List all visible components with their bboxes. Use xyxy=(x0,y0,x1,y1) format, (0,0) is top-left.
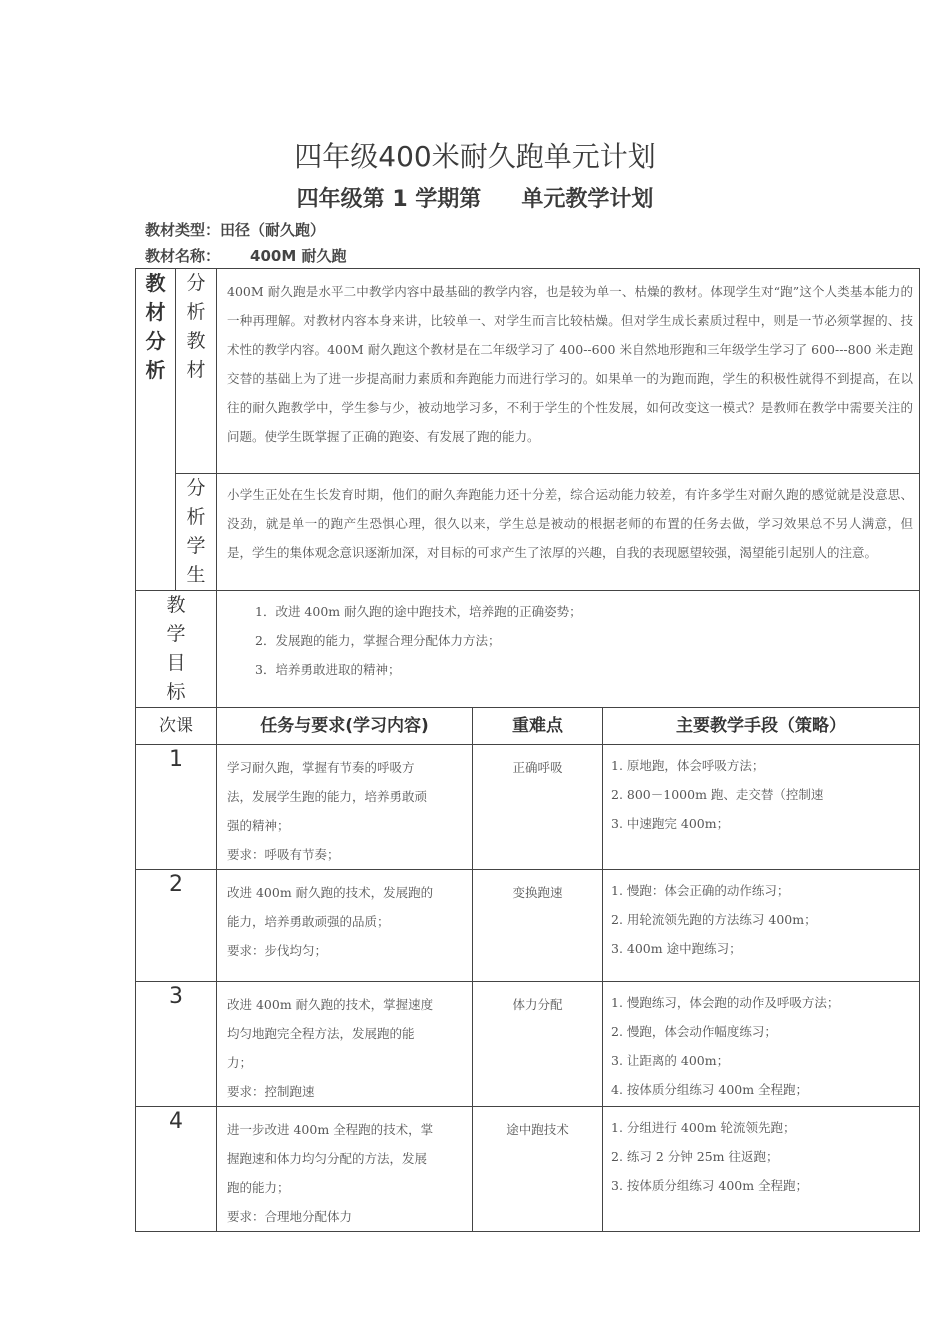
lesson-header-row xyxy=(136,708,920,745)
subtitle-right: 单元教学计划 xyxy=(521,187,654,212)
goal-item: 2．发展跑的能力，掌握合理分配体力方法； xyxy=(255,633,501,648)
lesson-number: 4 xyxy=(136,1107,217,1232)
analyze-student-label: 分 析 学 生 xyxy=(176,474,217,591)
student-analysis-row xyxy=(136,474,920,591)
header-task: 任务与要求(学习内容) xyxy=(217,708,473,745)
material-analysis-cell xyxy=(217,269,920,474)
student-analysis-text: 小学生正处在生长发育时期，他们的耐久奔跑能力还十分差，综合运动能力较差，有许多学生对耐久跑的感觉就是没意思、没劲，就是单一的跑产生恐惧心理，很久以来，学生总是被动的根据老师的布置的任务去做，学习效果总不另人满意，但是，学生的集体观念意识逐渐加深，对目标的可求产生了浓厚的兴趣，自我的表现愿望较强，渴望能引起别人的注意。 xyxy=(227,487,914,560)
teaching-goals-cell xyxy=(217,591,920,708)
lesson-means: 1. 慢跑：体会正确的动作练习； 2. 用轮流领先跑的方法练习 400m； 3. 400m 途中跑练习； xyxy=(603,870,920,982)
goal-item: 3．培养勇敢进取的精神； xyxy=(255,662,401,677)
lesson-key-point: 体力分配 xyxy=(473,982,603,1107)
header-teaching-means: 主要教学手段（策略） xyxy=(603,708,920,745)
teaching-goals-label: 教 学 目 标 xyxy=(136,591,217,708)
document-title: 四年级400米耐久跑单元计划 xyxy=(294,140,656,173)
unit-plan-table xyxy=(135,268,920,1232)
lesson-task: 进一步改进 400m 全程跑的技术，掌 握跑速和体力均匀分配的方法，发展 跑的能力； 要求：合理地分配体力 xyxy=(217,1107,473,1232)
lesson-number: 1 xyxy=(136,745,217,870)
material-name-label: 教材名称： xyxy=(145,247,221,265)
teaching-goals-row xyxy=(136,591,920,708)
lesson-key-point: 正确呼吸 xyxy=(473,745,603,870)
document-subtitle xyxy=(0,182,950,213)
teaching-goals-list xyxy=(217,591,919,684)
lesson-task: 改进 400m 耐久跑的技术，掌握速度 均匀地跑完全程方法，发展跑的能 力； 要求：控制跑速 xyxy=(217,982,473,1107)
lesson-number: 3 xyxy=(136,982,217,1107)
lesson-means: 1. 慢跑练习，体会跑的动作及呼吸方法； 2. 慢跑，体会动作幅度练习； 3. 让距离的 400m； 4. 按体质分组练习 400m 全程跑； xyxy=(603,982,920,1107)
lesson-number: 2 xyxy=(136,870,217,982)
lesson-task: 改进 400m 耐久跑的技术，发展跑的 能力，培养勇敢顽强的品质； 要求：步伐均匀； xyxy=(217,870,473,982)
student-analysis-cell xyxy=(217,474,920,591)
material-name-value: 400M 耐久跑 xyxy=(250,247,347,265)
goal-item: 1．改进 400m 耐久跑的途中跑技术，培养跑的正确姿势； xyxy=(255,604,582,619)
analyze-material-label: 分 析 教 材 xyxy=(176,269,217,474)
lesson-means: 1. 分组进行 400m 轮流领先跑； 2. 练习 2 分钟 25m 往返跑； 3. 按体质分组练习 400m 全程跑； xyxy=(603,1107,920,1232)
lesson-task: 学习耐久跑，掌握有节奏的呼吸方 法，发展学生跑的能力，培养勇敢顽 强的精神； 要求：呼吸有节奏； xyxy=(217,745,473,870)
lesson-row xyxy=(136,870,920,982)
lesson-row xyxy=(136,745,920,870)
material-analysis-row xyxy=(136,269,920,474)
lesson-row xyxy=(136,982,920,1107)
material-analysis-label: 教 材 分 析 xyxy=(136,269,176,591)
material-analysis-text: 400M 耐久跑是水平二中教学内容中最基础的教学内容，也是较为单一、枯燥的教材。体现学生对“跑”这个人类基本能力的一种再理解。对教材内容本身来讲，比较单一、对学生而言比较枯燥。但对学生成长素质过程中，则是一节必须掌握的、技术性的教学内容。400M 耐久跑这个教材是在二年级学习了 400--600 米自然地形跑和三年级学生学习了 600---800 米走跑交替的基础上为了进一步提高耐力素质和奔跑能力而进行学习的。如果单一的为跑而跑，学生的积极性就得不到提高，在以往的耐久跑教学中，学生参与少，被动地学习多，不利于学生的个性发展，如何改变这一模式？是教师在教学中需要关注的问题。使学生既掌握了正确的跑姿、有发展了跑的能力。 xyxy=(227,284,914,444)
material-type: 教材类型：田径（耐久跑） xyxy=(145,221,326,239)
header-lesson-number: 次课 xyxy=(136,708,217,745)
material-name xyxy=(145,245,346,266)
lesson-means: 1. 原地跑，体会呼吸方法； 2. 800－1000m 跑、走交替（控制速 3. 中速跑完 400m； xyxy=(603,745,920,870)
lesson-key-point: 变换跑速 xyxy=(473,870,603,982)
lesson-row xyxy=(136,1107,920,1232)
subtitle-left: 四年级第 1 学期第 xyxy=(296,187,482,212)
header-key-point: 重难点 xyxy=(473,708,603,745)
lesson-key-point: 途中跑技术 xyxy=(473,1107,603,1232)
